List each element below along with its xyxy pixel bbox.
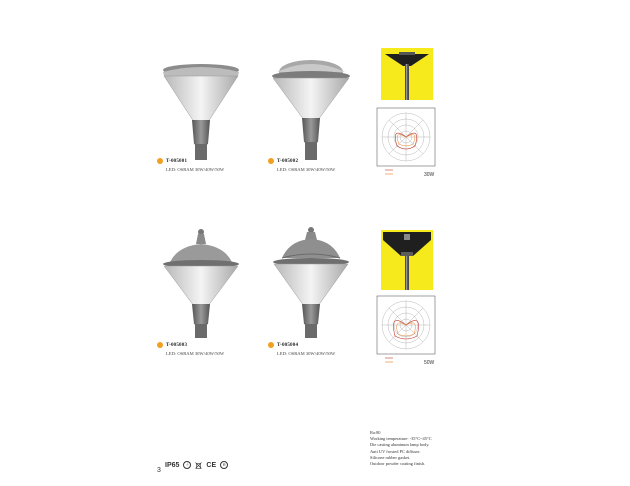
light-distribution-image-bottom <box>381 230 433 290</box>
product-spec: LED: OSRAM 30W/40W/50W <box>277 167 336 172</box>
bullet-icon <box>268 158 274 164</box>
lamp-image-t005004 <box>268 226 354 340</box>
wattage-label-top: 30W <box>424 172 435 178</box>
polar-diagram-top <box>371 104 441 176</box>
spec-line: Working temperature: -35°C~45°C <box>370 436 432 442</box>
product-code: T-005003 <box>166 342 188 348</box>
rohs-icon: R <box>220 461 228 469</box>
certification-row <box>165 456 228 474</box>
wattage-label-bottom: 50W <box>424 360 435 366</box>
weee-bin-icon <box>195 456 202 474</box>
spec-list <box>370 430 432 467</box>
product-code: T-005001 <box>166 158 188 164</box>
lamp-image-t005001 <box>158 60 244 168</box>
bullet-icon <box>157 342 163 348</box>
product-label-t005001 <box>157 158 224 172</box>
bullet-icon <box>268 342 274 348</box>
product-spec: LED: OSRAM 30W/40W/50W <box>277 351 336 356</box>
ground-symbol-icon: ⏚ <box>185 462 190 467</box>
product-label-t005003 <box>157 342 224 356</box>
product-spec: LED: OSRAM 30W/40W/50W <box>166 167 225 172</box>
lamp-image-t005002 <box>268 56 354 168</box>
spec-line: Anti UV frosted PC diffuser. <box>370 448 421 454</box>
spec-line: Outdoor powder coating finish. <box>370 461 426 467</box>
spec-line: Die casting aluminum lamp body. <box>370 442 430 448</box>
product-label-t005004 <box>268 342 335 356</box>
spec-heading: Ra:80 <box>370 430 381 435</box>
light-distribution-image-top <box>381 48 433 100</box>
lamp-image-t005003 <box>158 228 244 340</box>
spec-line: Silicone rubber gasket. <box>370 454 411 460</box>
page-number: 3 <box>157 467 161 474</box>
product-code: T-005004 <box>277 342 299 348</box>
ip-rating: IP65 <box>165 461 180 469</box>
polar-diagram-bottom <box>371 292 441 366</box>
product-label-t005002 <box>268 158 335 172</box>
product-code: T-005002 <box>277 158 299 164</box>
bullet-icon <box>157 158 163 164</box>
ce-mark: CE <box>206 461 217 469</box>
product-spec: LED: OSRAM 30W/40W/50W <box>166 351 225 356</box>
